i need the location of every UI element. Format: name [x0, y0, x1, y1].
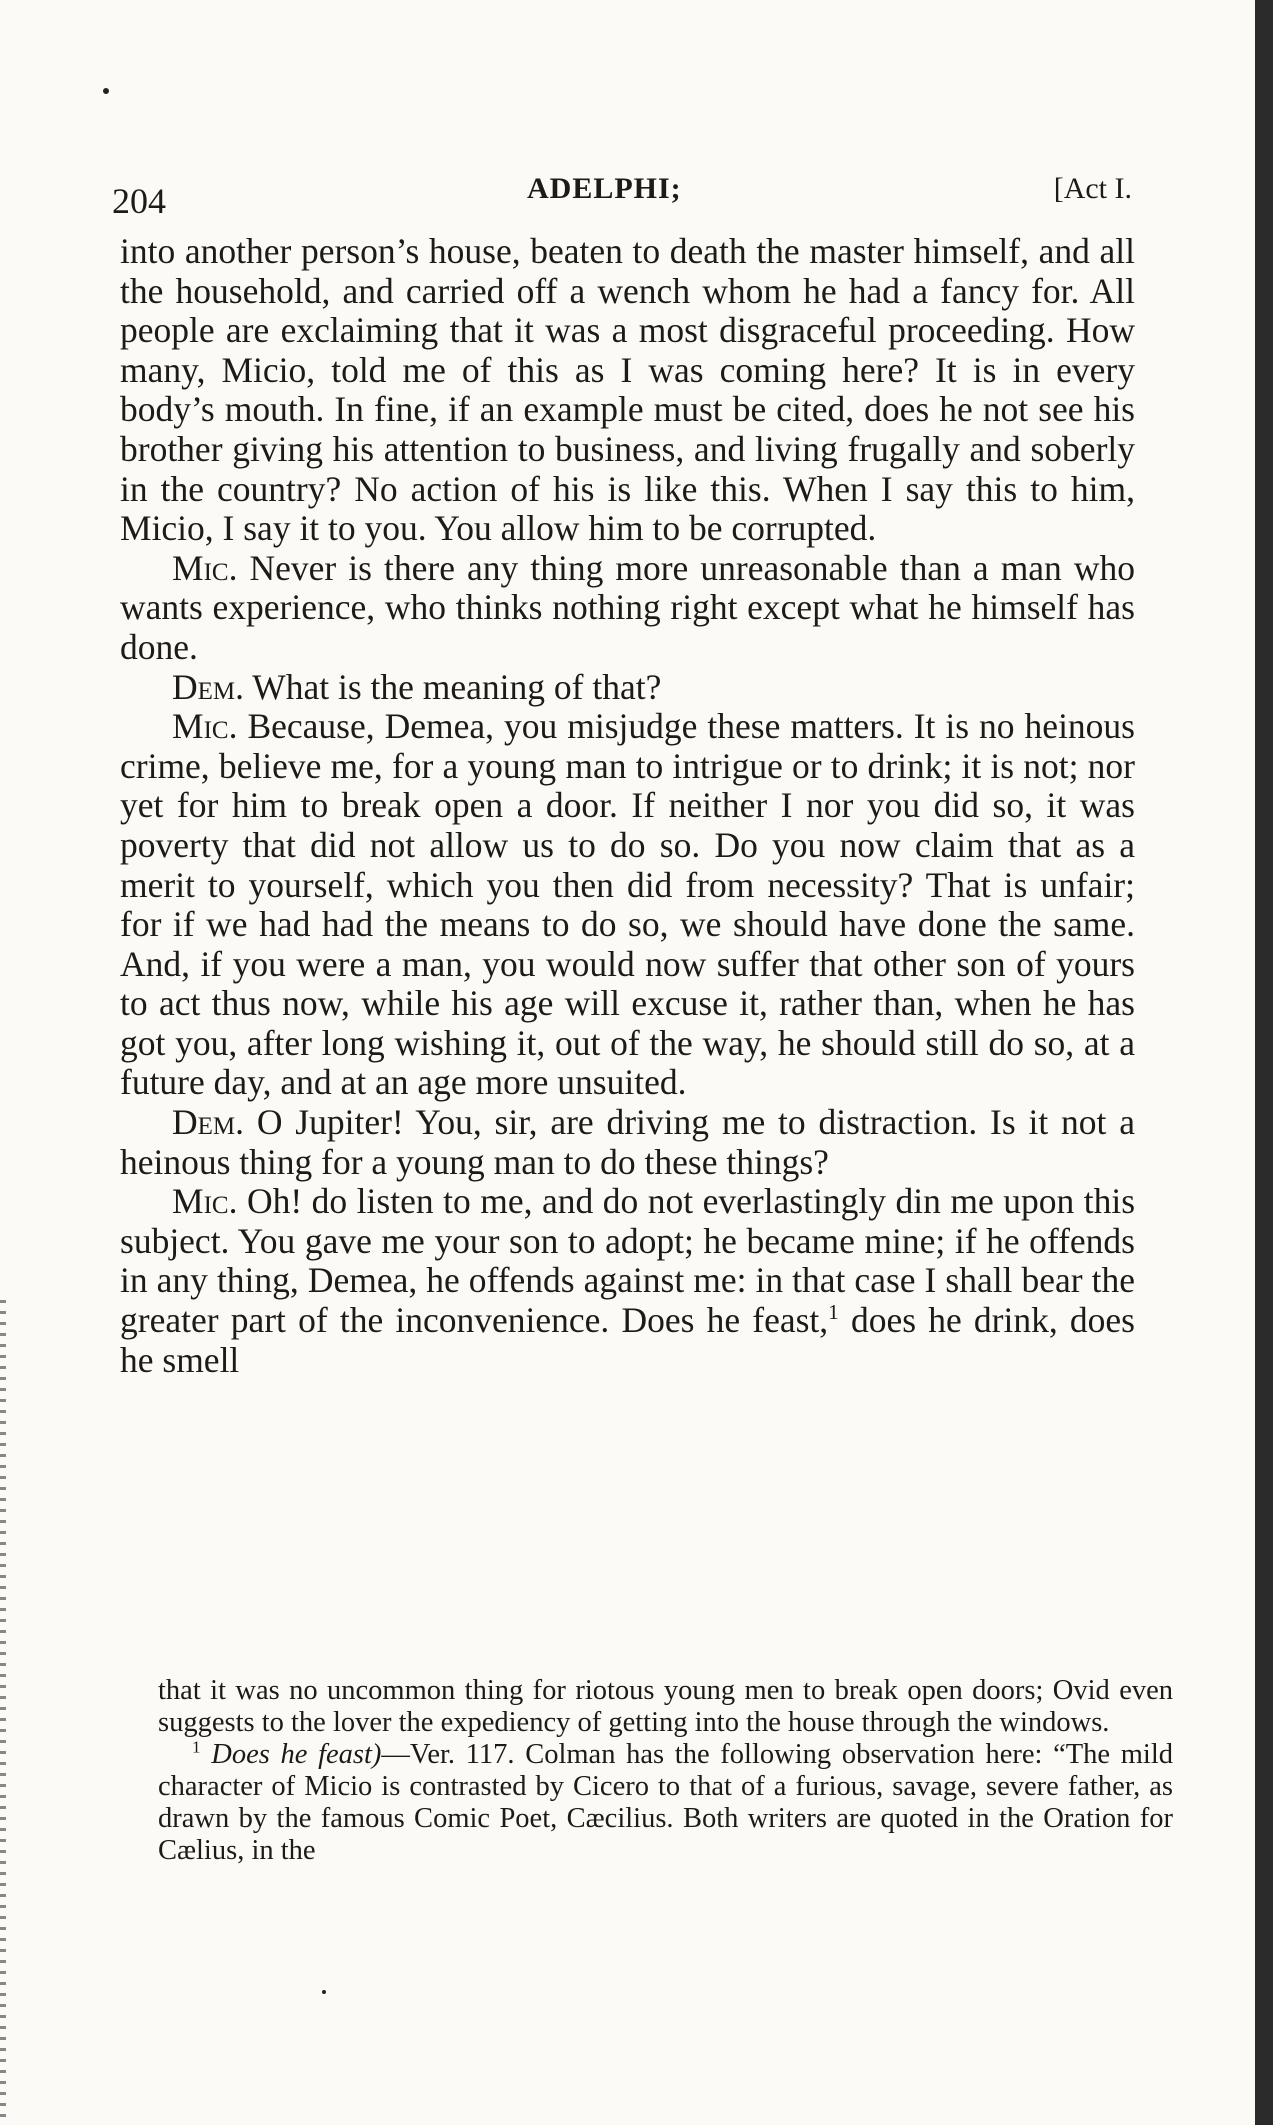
footnote-marker: 1: [828, 1300, 839, 1325]
paragraph: Mic. Because, Demea, you misjudge these matters. It is no heinous crime, believe me, for a young man to intrigue or to drink; it is not; nor yet for him to break open a door. If neither I nor you did so, it was poverty that did not allow us to do so. Do you now claim that as a merit to yourself, which you then did from necessity? That is unfair; for if we had had the means to do so, we should have done the same. And, if you were a man, you would now suffer that other son of yours to act thus now, while his age will excuse it, rather than, when he has got you, after long wishing it, out of the way, he should still do so, at a future day, and at an age more unsuited.: [120, 706, 1135, 1103]
page-header: [112, 172, 1132, 222]
ink-speck: [103, 88, 109, 94]
footnotes: [158, 1675, 1173, 1867]
paragraph: Dem. O Jupiter! You, sir, are driving me to distraction. Is it not a heinous thing for a young man to do these things?: [120, 1102, 1136, 1182]
paragraph: Dem. What is the meaning of that?: [172, 666, 662, 707]
speaker-label: Mic.: [172, 1181, 238, 1222]
footnote-continued: that it was no uncommon thing for riotous young men to break open doors; Ovid even suggests to the lover the expediency of getting into the house through the windows.: [158, 1675, 1173, 1738]
main-text: [120, 232, 1135, 1380]
paragraph: Mic. Never is there any thing more unreasonable than a man who wants experience, who thinks nothing right except what he himself has done.: [120, 547, 1136, 667]
page-number: 204: [112, 181, 166, 221]
footnote-marker: 1: [192, 1737, 201, 1757]
speaker-label: Mic.: [172, 547, 238, 588]
running-title: ADELPHI;: [527, 172, 682, 205]
page-edge: [0, 1300, 6, 2120]
speaker-label: Dem.: [172, 1102, 245, 1143]
ink-speck: [322, 1990, 326, 1994]
act-label: [Act I.: [1053, 172, 1132, 205]
paragraph: Mic. Oh! do listen to me, and do not everlastingly din me upon this subject. You gave me your son to adopt; he became mine; if he offends in any thing, Demea, he offends against me: in that case I shall bear the greater part of the inconvenience. Does he feast,$^1$ does he drink, does he smell: [120, 1181, 1136, 1380]
paragraph: into another person’s house, beaten to death the master himself, and all the household, and carried off a wench whom he had a fancy for. All people are exclaiming that it was a most disgraceful proceeding. How many, Micio, told me of this as I was coming here? It is in every body’s mouth. In fine, if an example must be cited, does he not see his brother giving his attention to business, and living frugally and soberly in the country? No action of his is like this. When I say this to him, Micio, I say it to you. You allow him to be corrupted.: [120, 231, 1135, 549]
speaker-label: Dem.: [172, 666, 245, 707]
footnote-lemma: Does he feast): [211, 1739, 382, 1770]
speaker-label: Mic.: [172, 706, 238, 747]
footnote: $^1$ Does he feast)—Ver. 117. Colman has the following observation here: “The mild character of Micio is contrasted by Cicero to that of a furious, savage, severe father, as drawn by the famous Comic Poet, Cæcilius. Both writers are quoted in the Oration for Cælius, in the: [158, 1737, 1174, 1866]
